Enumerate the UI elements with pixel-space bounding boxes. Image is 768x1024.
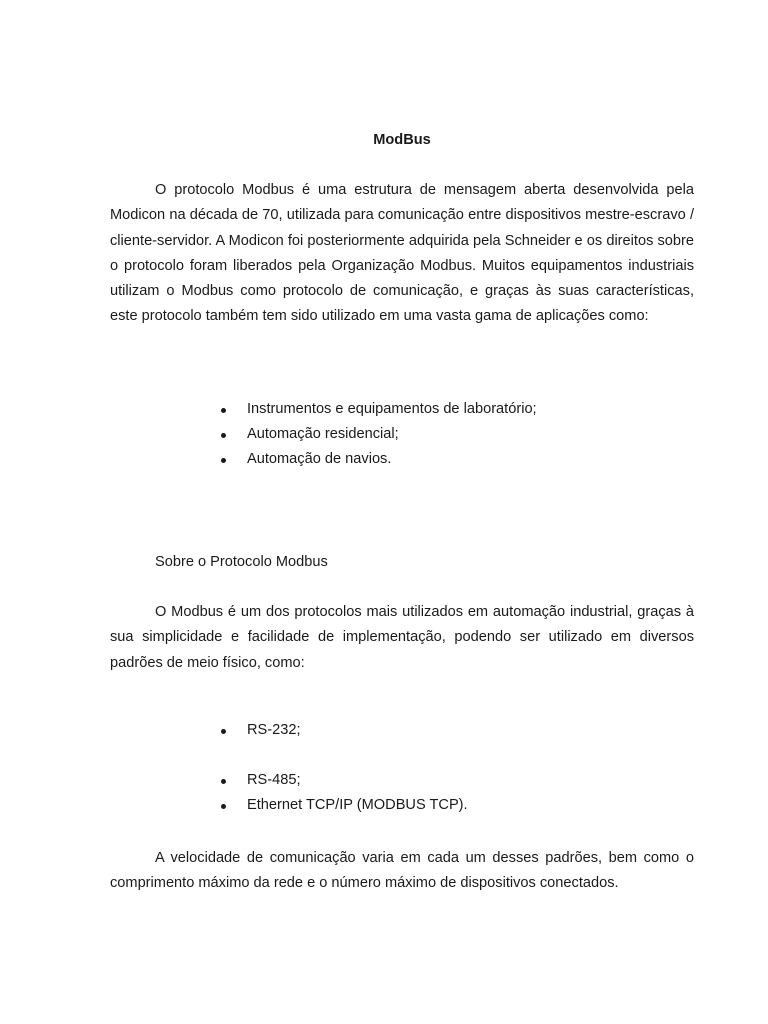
bullet-icon [221, 458, 226, 463]
list-item-text: Automação de navios. [247, 451, 392, 467]
bullet-icon [221, 804, 226, 809]
list-item-text: RS-485; [247, 772, 301, 788]
bullet-icon [221, 408, 226, 413]
list-item-text: RS-232; [247, 722, 301, 738]
list-item-text: Instrumentos e equipamentos de laboratório; [247, 401, 537, 417]
list-item-text: Ethernet TCP/IP (MODBUS TCP). [247, 797, 468, 813]
document-title: ModBus [373, 132, 431, 148]
list-item-text: Automação residencial; [247, 426, 399, 442]
bullet-icon [221, 729, 226, 734]
intro-paragraph: O protocolo Modbus é uma estrutura de mensagem aberta desenvolvida pela Modicon na década de 70, utilizada para comunicação entre dispositivos mestre-escravo / cliente-servidor. A Modicon foi posteriormente adquirida pela Schneider e os direitos sobre o protocolo foram liberados pela Organização Modbus. Muitos equipamentos industriais utilizam o Modbus como protocolo de comunicação, e graças às suas características, este protocolo também tem sido utilizado em uma vasta gama de aplicações como: [110, 182, 694, 325]
bullet-icon [221, 779, 226, 784]
closing-paragraph: A velocidade de comunicação varia em cada um desses padrões, bem como o comprimento máximo da rede e o número máximo de dispositivos conectados. [110, 850, 694, 892]
bullet-icon [221, 433, 226, 438]
about-paragraph: O Modbus é um dos protocolos mais utilizados em automação industrial, graças à sua simplicidade e facilidade de implementação, podendo ser utilizado em diversos padrões de meio físico, como: [110, 604, 694, 671]
section-heading: Sobre o Protocolo Modbus [155, 554, 328, 570]
